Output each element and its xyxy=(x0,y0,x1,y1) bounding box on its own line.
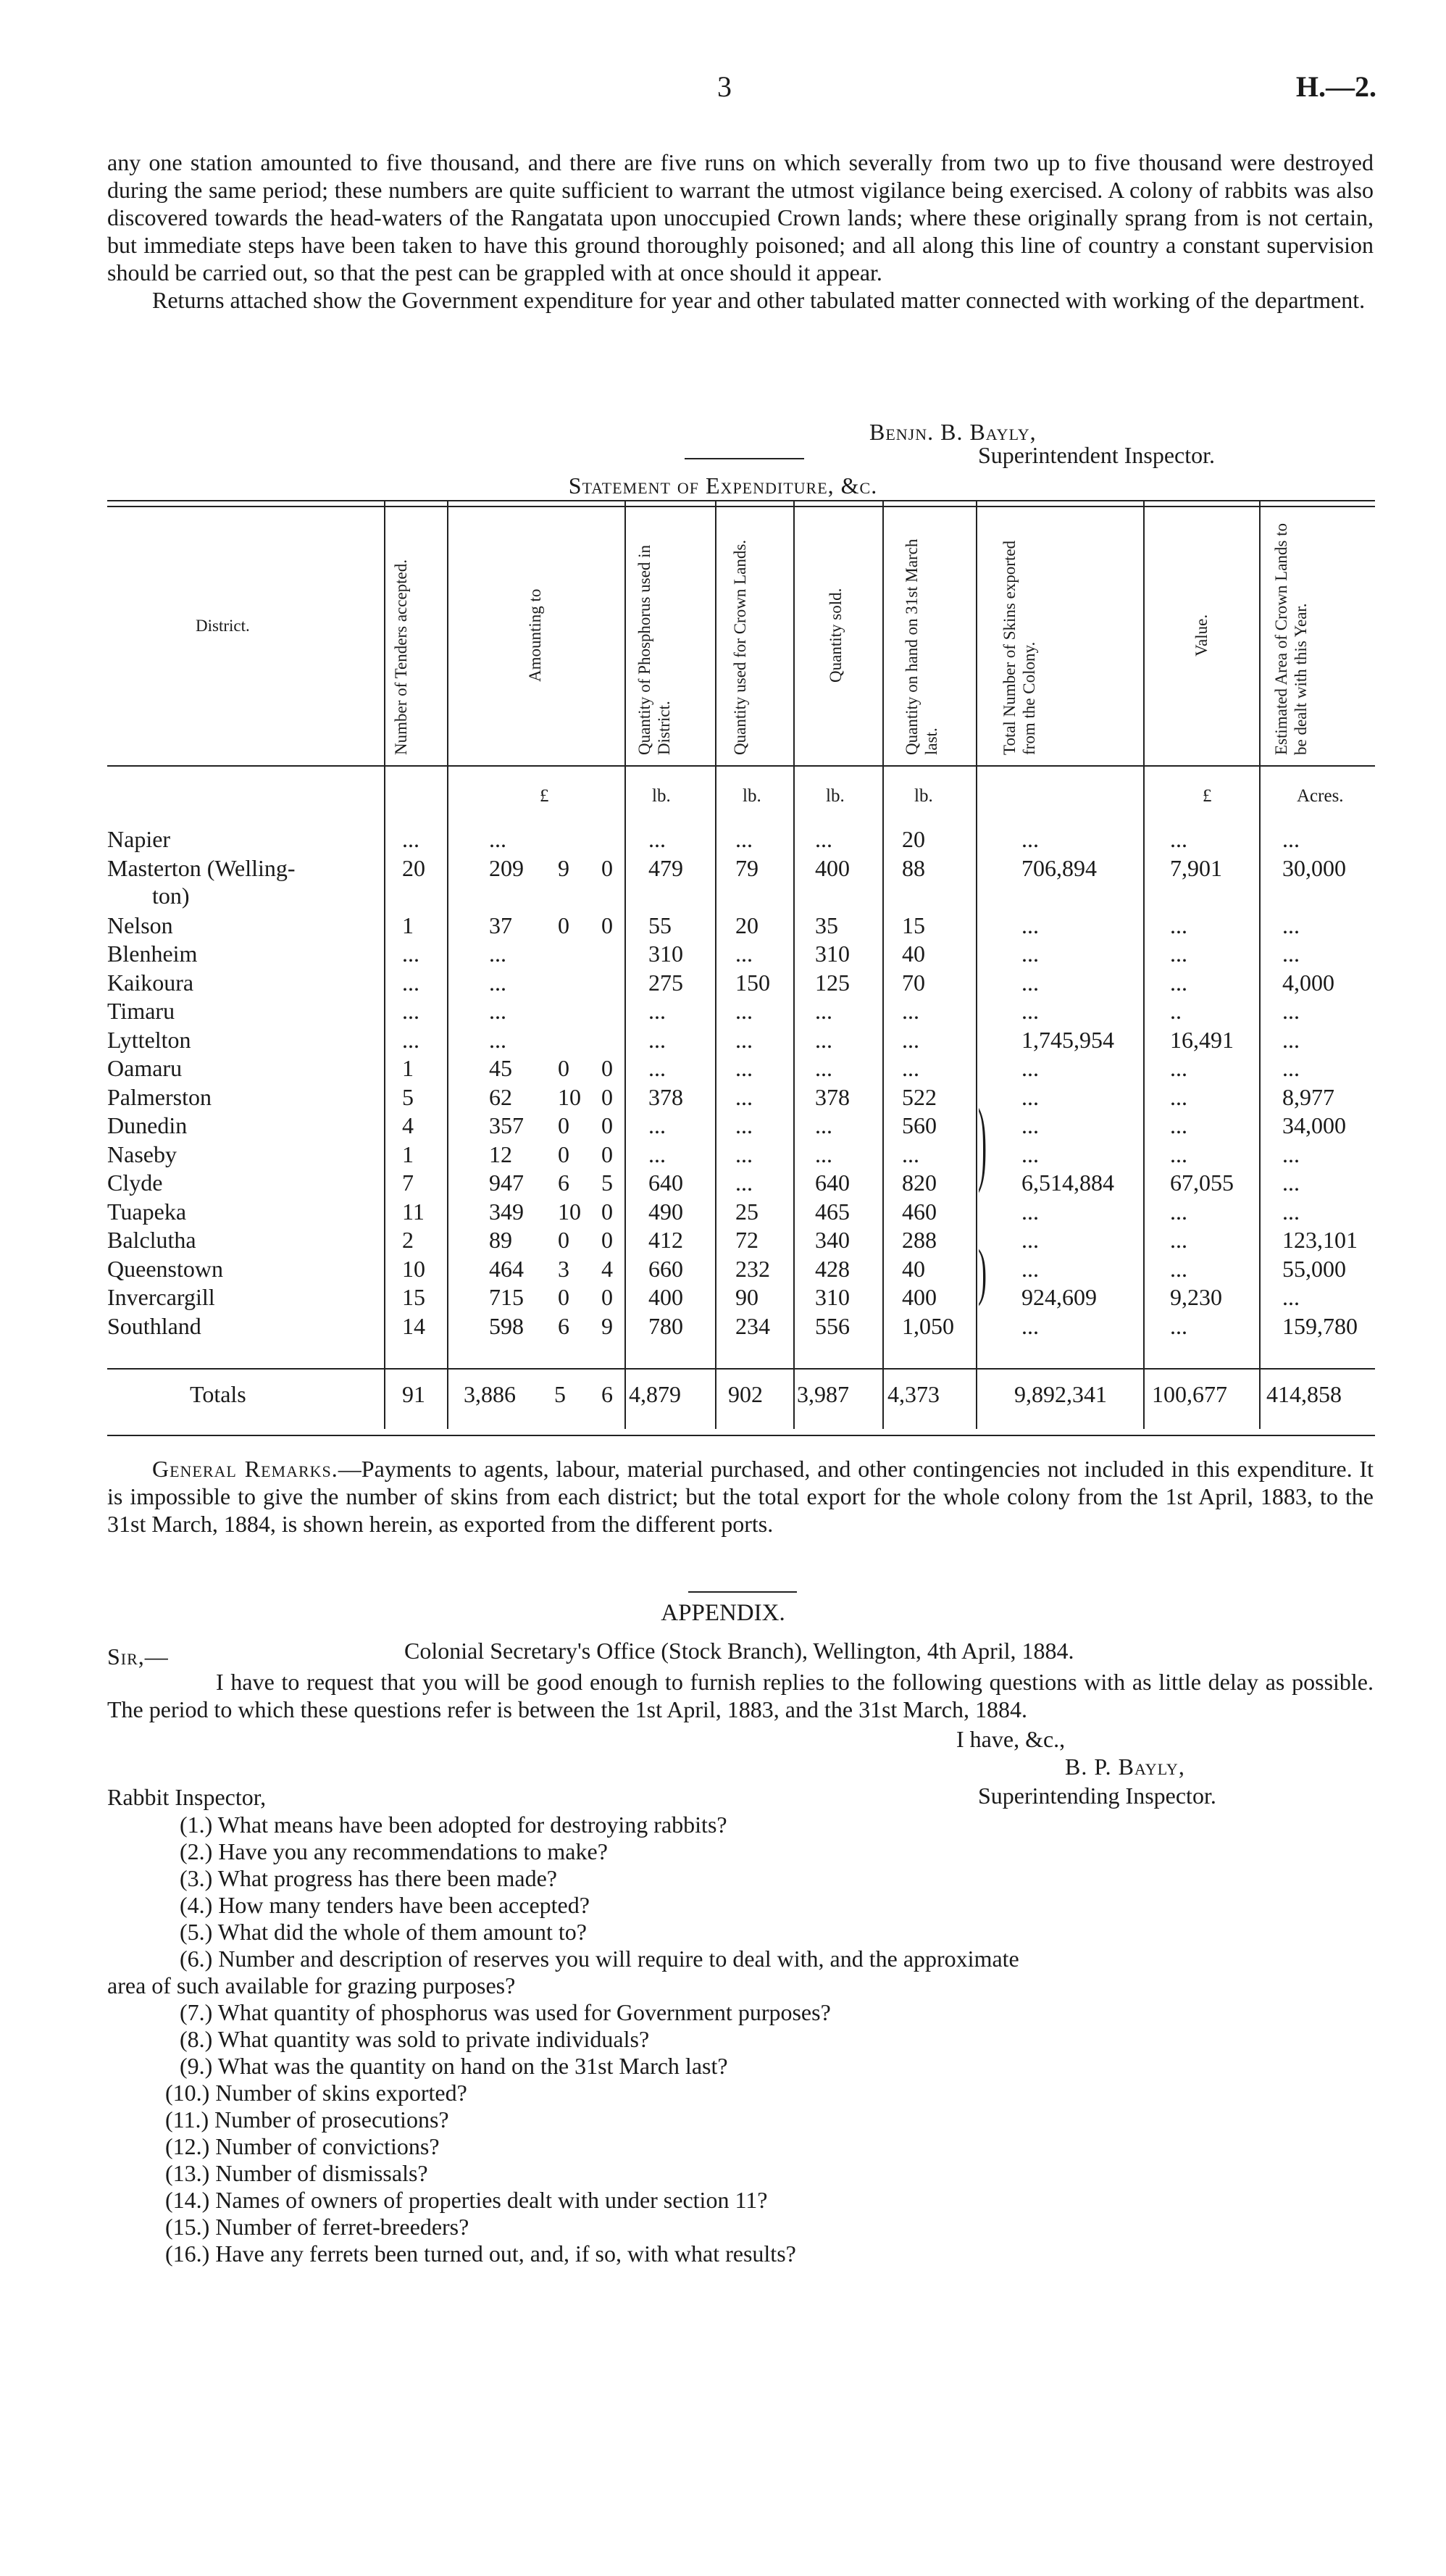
col-divider xyxy=(384,501,385,1429)
row-amount-pence: 4 xyxy=(601,1255,613,1282)
row-tenders: 20 xyxy=(402,854,425,881)
row-value: .. xyxy=(1170,998,1182,1024)
question-item: (16.) Have any ferrets been turned out, and, if so, with what results? xyxy=(165,2241,796,2267)
row-crown: 25 xyxy=(735,1198,758,1225)
row-crown: ... xyxy=(735,826,753,852)
row-value: ... xyxy=(1170,1083,1187,1110)
row-on-hand: 1,050 xyxy=(902,1312,954,1339)
row-amount-shillings: 3 xyxy=(558,1255,569,1282)
row-area: 123,101 xyxy=(1282,1227,1358,1253)
signature-name: Benjn. B. Bayly, xyxy=(869,419,1037,445)
table-top-rule-2 xyxy=(107,506,1375,507)
row-phos: ... xyxy=(648,1026,666,1053)
row-on-hand: 400 xyxy=(902,1284,937,1310)
row-area: ... xyxy=(1282,1198,1300,1225)
row-crown: ... xyxy=(735,1141,753,1167)
totals-amount-pence: 6 xyxy=(601,1381,613,1407)
totals-phos: 4,879 xyxy=(629,1381,681,1407)
totals-crown: 902 xyxy=(728,1381,763,1407)
row-skins: ... xyxy=(1021,826,1039,852)
row-amount-pounds: ... xyxy=(489,941,506,967)
row-crown: 90 xyxy=(735,1284,758,1310)
totals-label: Totals xyxy=(190,1381,246,1407)
row-area: ... xyxy=(1282,912,1300,938)
row-phos: ... xyxy=(648,826,666,852)
row-sold: 400 xyxy=(815,854,850,881)
row-tenders: 11 xyxy=(402,1198,425,1225)
totals-tenders: 91 xyxy=(402,1381,425,1407)
row-area: ... xyxy=(1282,1284,1300,1310)
col-divider xyxy=(882,501,884,1429)
col-divider xyxy=(1143,501,1145,1429)
row-skins: ... xyxy=(1021,1083,1039,1110)
row-on-hand: 40 xyxy=(902,1255,925,1282)
unit-value: £ xyxy=(1203,786,1212,806)
row-area: ... xyxy=(1282,1026,1300,1053)
row-amount-pounds: 357 xyxy=(489,1112,524,1138)
row-area: 159,780 xyxy=(1282,1312,1358,1339)
row-area: ... xyxy=(1282,998,1300,1024)
row-area: ... xyxy=(1282,1055,1300,1081)
unit-on-hand: lb. xyxy=(914,786,933,806)
row-sold: 35 xyxy=(815,912,838,938)
brace-symbol: ) xyxy=(978,1089,987,1194)
intro-text xyxy=(107,149,1374,314)
row-value: ... xyxy=(1170,1255,1187,1282)
row-on-hand: 460 xyxy=(902,1198,937,1225)
row-crown: ... xyxy=(735,1083,753,1110)
row-amount-pounds: 349 xyxy=(489,1198,524,1225)
row-tenders: 15 xyxy=(402,1284,425,1310)
row-on-hand: 15 xyxy=(902,912,925,938)
row-area: ... xyxy=(1282,1170,1300,1196)
row-area: 4,000 xyxy=(1282,969,1334,996)
row-amount-pounds: 598 xyxy=(489,1312,524,1339)
row-skins: 1,745,954 xyxy=(1021,1026,1114,1053)
row-skins: ... xyxy=(1021,1112,1039,1138)
row-amount-pounds: 45 xyxy=(489,1055,512,1081)
row-phos: ... xyxy=(648,1112,666,1138)
row-tenders: 4 xyxy=(402,1112,414,1138)
question-item: (2.) Have you any recommendations to make? xyxy=(180,1838,608,1864)
general-remarks-text: —Payments to agents, labour, material purchased, and other contingencies not included in this expenditure. It is impossible to give the number of skins from each district; but the total export for the whole colony from the 1st April, 1883, to the 31st March, 1884, is shown herein, as exported from the different ports. xyxy=(107,1456,1374,1537)
row-amount-shillings: 0 xyxy=(558,1227,569,1253)
row-skins: ... xyxy=(1021,1141,1039,1167)
row-on-hand: 70 xyxy=(902,969,925,996)
row-value: 9,230 xyxy=(1170,1284,1222,1310)
totals-area: 414,858 xyxy=(1266,1381,1342,1407)
table-title: Statement of Expenditure, &c. xyxy=(568,472,878,499)
row-on-hand: ... xyxy=(902,998,919,1024)
row-amount-shillings: 6 xyxy=(558,1312,569,1339)
row-value: 67,055 xyxy=(1170,1170,1234,1196)
header-phos-district: Quantity of Phosphorus used in District. xyxy=(635,544,673,755)
row-sold: 310 xyxy=(815,1284,850,1310)
row-value: 7,901 xyxy=(1170,854,1222,881)
row-value: ... xyxy=(1170,941,1187,967)
row-sold: 340 xyxy=(815,1227,850,1253)
row-crown: 150 xyxy=(735,969,770,996)
row-amount-shillings: 10 xyxy=(558,1198,581,1225)
totals-amount-pounds: 3,886 xyxy=(464,1381,516,1407)
row-tenders: ... xyxy=(402,969,419,996)
row-skins: ... xyxy=(1021,1227,1039,1253)
question-item: (11.) Number of prosecutions? xyxy=(165,2106,449,2133)
row-district: Balclutha xyxy=(107,1227,196,1253)
row-sold: 378 xyxy=(815,1083,850,1110)
row-district: Lyttelton xyxy=(107,1026,191,1053)
row-district: Oamaru xyxy=(107,1055,183,1081)
appendix-signer-title: Superintending Inspector. xyxy=(978,1783,1216,1809)
row-area: 30,000 xyxy=(1282,854,1346,881)
row-crown: ... xyxy=(735,1055,753,1081)
question-item: (8.) What quantity was sold to private individuals? xyxy=(180,2026,650,2052)
row-sold: 428 xyxy=(815,1255,850,1282)
row-amount-pence: 0 xyxy=(601,1083,613,1110)
row-skins: 706,894 xyxy=(1021,854,1097,881)
row-amount-pence: 0 xyxy=(601,1141,613,1167)
unit-crown: lb. xyxy=(743,786,761,806)
appendix-addressee: Rabbit Inspector, xyxy=(107,1784,267,1810)
row-phos: 479 xyxy=(648,854,683,881)
row-amount-pence: 9 xyxy=(601,1312,613,1339)
row-amount-pounds: 89 xyxy=(489,1227,512,1253)
row-on-hand: ... xyxy=(902,1141,919,1167)
brace-symbol: ) xyxy=(978,1237,987,1307)
row-value: ... xyxy=(1170,969,1187,996)
row-value: ... xyxy=(1170,1112,1187,1138)
row-tenders: 1 xyxy=(402,1055,414,1081)
appendix-title: APPENDIX. xyxy=(661,1600,785,1626)
header-district: District. xyxy=(196,617,250,635)
returns-paragraph: Returns attached show the Government expenditure for year and other tabulated matter connected with working of the department. xyxy=(152,287,1366,313)
row-crown: 20 xyxy=(735,912,758,938)
row-tenders: 7 xyxy=(402,1170,414,1196)
row-amount-shillings: 0 xyxy=(558,1284,569,1310)
col-divider xyxy=(976,501,977,1429)
row-tenders: ... xyxy=(402,826,419,852)
col-divider xyxy=(1259,501,1261,1429)
row-phos: ... xyxy=(648,1141,666,1167)
divider xyxy=(688,1591,797,1593)
row-sold: 310 xyxy=(815,941,850,967)
general-remarks-label: General Remarks. xyxy=(152,1456,338,1482)
header-on-hand: Quantity on hand on 31st March last. xyxy=(903,538,940,755)
unit-sold: lb. xyxy=(826,786,845,806)
row-area: ... xyxy=(1282,1141,1300,1167)
row-area: 8,977 xyxy=(1282,1083,1334,1110)
divider xyxy=(685,458,804,459)
page-code: H.—2. xyxy=(1295,70,1376,103)
row-phos: 400 xyxy=(648,1284,683,1310)
appendix-signer: B. P. Bayly, xyxy=(1065,1754,1185,1780)
row-value: ... xyxy=(1170,912,1187,938)
row-phos: 378 xyxy=(648,1083,683,1110)
row-on-hand: 820 xyxy=(902,1170,937,1196)
appendix-closing: I have, &c., xyxy=(956,1726,1066,1752)
row-amount-pence: 0 xyxy=(601,1227,613,1253)
row-area: 55,000 xyxy=(1282,1255,1346,1282)
row-skins: ... xyxy=(1021,1055,1039,1081)
row-amount-shillings: 0 xyxy=(558,1055,569,1081)
row-crown: 79 xyxy=(735,854,758,881)
row-amount-pounds: 12 xyxy=(489,1141,512,1167)
row-district: Kaikoura xyxy=(107,969,194,996)
page-number: 3 xyxy=(717,70,732,103)
row-amount-shillings: 0 xyxy=(558,1141,569,1167)
row-amount-shillings: 10 xyxy=(558,1083,581,1110)
row-skins: ... xyxy=(1021,1255,1039,1282)
row-on-hand: ... xyxy=(902,1055,919,1081)
row-crown: ... xyxy=(735,941,753,967)
row-crown: ... xyxy=(735,1112,753,1138)
question-item: (6.) Number and description of reserves you will require to deal with, and the approximate xyxy=(180,1946,1019,1972)
row-amount-pounds: 209 xyxy=(489,854,524,881)
row-district: Nelson xyxy=(107,912,173,938)
question-item: (10.) Number of skins exported? xyxy=(165,2080,467,2106)
totals-amount-shillings: 5 xyxy=(554,1381,566,1407)
header-sold: Quantity sold. xyxy=(827,588,845,683)
row-phos: 310 xyxy=(648,941,683,967)
row-district: Blenheim xyxy=(107,941,198,967)
question-item: (1.) What means have been adopted for destroying rabbits? xyxy=(180,1812,727,1838)
row-skins: ... xyxy=(1021,969,1039,996)
row-on-hand: 288 xyxy=(902,1227,937,1253)
row-phos: 55 xyxy=(648,912,672,938)
row-value: 16,491 xyxy=(1170,1026,1234,1053)
unit-amount: £ xyxy=(540,786,549,806)
col-divider xyxy=(624,501,626,1429)
row-sold: 125 xyxy=(815,969,850,996)
question-continuation: area of such available for grazing purposes? xyxy=(107,1972,516,1998)
row-amount-shillings: 6 xyxy=(558,1170,569,1196)
unit-area: Acres. xyxy=(1297,786,1344,806)
row-phos: 412 xyxy=(648,1227,683,1253)
row-amount-pounds: 37 xyxy=(489,912,512,938)
row-sold: ... xyxy=(815,1055,832,1081)
row-tenders: 5 xyxy=(402,1083,414,1110)
totals-sold: 3,987 xyxy=(797,1381,849,1407)
header-tenders: Number of Tenders accepted. xyxy=(392,559,410,755)
row-skins: ... xyxy=(1021,1312,1039,1339)
row-on-hand: 522 xyxy=(902,1083,937,1110)
row-sold: 556 xyxy=(815,1312,850,1339)
row-tenders: ... xyxy=(402,941,419,967)
row-amount-pounds: 62 xyxy=(489,1083,512,1110)
row-on-hand: 560 xyxy=(902,1112,937,1138)
col-divider xyxy=(447,501,448,1429)
row-skins: ... xyxy=(1021,912,1039,938)
totals-value: 100,677 xyxy=(1152,1381,1227,1407)
question-item: (9.) What was the quantity on hand on the 31st March last? xyxy=(180,2053,728,2079)
header-area: Estimated Area of Crown Lands to be dealt with this Year. xyxy=(1272,522,1310,755)
row-amount-shillings: 0 xyxy=(558,1112,569,1138)
header-amount: Amounting to xyxy=(526,588,544,683)
row-phos: ... xyxy=(648,998,666,1024)
row-district: Queenstown xyxy=(107,1255,223,1282)
row-sold: ... xyxy=(815,1112,832,1138)
row-sold: ... xyxy=(815,1141,832,1167)
row-amount-pounds: 947 xyxy=(489,1170,524,1196)
header-crown: Quantity used for Crown Lands. xyxy=(731,539,749,755)
row-skins: 924,609 xyxy=(1021,1284,1097,1310)
row-skins: 6,514,884 xyxy=(1021,1170,1114,1196)
header-skins: Total Number of Skins exported from the Colony. xyxy=(1000,540,1038,755)
row-sold: ... xyxy=(815,1026,832,1053)
appendix-salutation: Sir,— xyxy=(107,1643,169,1670)
question-item: (5.) What did the whole of them amount to? xyxy=(180,1919,587,1945)
row-sold: 640 xyxy=(815,1170,850,1196)
general-remarks xyxy=(107,1455,1374,1538)
table-top-rule xyxy=(107,500,1375,501)
row-skins: ... xyxy=(1021,998,1039,1024)
question-item: (3.) What progress has there been made? xyxy=(180,1865,557,1891)
totals-on-hand: 4,373 xyxy=(887,1381,940,1407)
signature-title: Superintendent Inspector. xyxy=(978,442,1216,468)
row-sold: ... xyxy=(815,998,832,1024)
table-bottom-rule xyxy=(107,1435,1375,1436)
row-phos: 490 xyxy=(648,1198,683,1225)
unit-phos: lb. xyxy=(652,786,671,806)
row-crown: 72 xyxy=(735,1227,758,1253)
row-value: ... xyxy=(1170,1198,1187,1225)
row-district: Clyde xyxy=(107,1170,163,1196)
row-district: Naseby xyxy=(107,1141,177,1167)
row-district: Napier xyxy=(107,826,171,852)
row-tenders: 14 xyxy=(402,1312,425,1339)
row-phos: 640 xyxy=(648,1170,683,1196)
row-skins: ... xyxy=(1021,1198,1039,1225)
row-phos: 660 xyxy=(648,1255,683,1282)
row-district: Tuapeka xyxy=(107,1198,187,1225)
question-list xyxy=(107,1812,1374,2267)
row-amount-pence: 5 xyxy=(601,1170,613,1196)
row-crown: ... xyxy=(735,1170,753,1196)
row-area: ... xyxy=(1282,826,1300,852)
row-amount-pounds: ... xyxy=(489,1026,506,1053)
row-amount-pence: 0 xyxy=(601,854,613,881)
row-amount-pounds: 715 xyxy=(489,1284,524,1310)
row-amount-pounds: 464 xyxy=(489,1255,524,1282)
question-item: (14.) Names of owners of properties dealt with under section 11? xyxy=(165,2187,768,2213)
intro-paragraph: any one station amounted to five thousand, and there are five runs on which severally from two up to five thousand were destroyed during the same period; these numbers are quite sufficient to warrant the utmost vigilance being exercised. A colony of rabbits was also discovered towards the head-waters of the Rangatata upon unoccupied Crown lands; where these originally sprang from is not certain, but immediate steps have been taken to have this ground thoroughly poisoned; and all along this line of country a constant supervision should be carried out, so that the pest can be grappled with at once should it appear. xyxy=(107,149,1374,285)
row-tenders: ... xyxy=(402,998,419,1024)
row-on-hand: ... xyxy=(902,1026,919,1053)
row-value: ... xyxy=(1170,1312,1187,1339)
row-crown: ... xyxy=(735,1026,753,1053)
row-amount-pounds: ... xyxy=(489,969,506,996)
row-district: Palmerston xyxy=(107,1083,212,1110)
row-district: Dunedin xyxy=(107,1112,188,1138)
row-on-hand: 20 xyxy=(902,826,925,852)
row-crown: 232 xyxy=(735,1255,770,1282)
appendix-body: I have to request that you will be good enough to furnish replies to the following questions with as little delay as possible. The period to which these questions refer is between the 1st April, 1883, and the 31st March, 1884. xyxy=(107,1669,1374,1722)
row-value: ... xyxy=(1170,1055,1187,1081)
row-district: Masterton (Welling- xyxy=(107,854,296,881)
header-value: Value. xyxy=(1192,614,1211,657)
row-area: ... xyxy=(1282,941,1300,967)
col-divider xyxy=(715,501,716,1429)
row-tenders: ... xyxy=(402,1026,419,1053)
question-item: (15.) Number of ferret-breeders? xyxy=(165,2214,469,2240)
question-item: (13.) Number of dismissals? xyxy=(165,2160,428,2186)
table-header-rule xyxy=(107,765,1375,767)
table-totals-rule xyxy=(107,1368,1375,1370)
totals-skins: 9,892,341 xyxy=(1014,1381,1107,1407)
row-on-hand: 40 xyxy=(902,941,925,967)
row-district: Timaru xyxy=(107,998,175,1024)
row-crown: 234 xyxy=(735,1312,770,1339)
row-tenders: 1 xyxy=(402,1141,414,1167)
row-amount-pounds: ... xyxy=(489,826,506,852)
row-on-hand: 88 xyxy=(902,854,925,881)
row-tenders: 10 xyxy=(402,1255,425,1282)
row-amount-pence: 0 xyxy=(601,912,613,938)
row-skins: ... xyxy=(1021,941,1039,967)
row-district-continuation: ton) xyxy=(152,882,190,909)
row-amount-shillings: 0 xyxy=(558,912,569,938)
row-phos: ... xyxy=(648,1055,666,1081)
appendix-office-line: Colonial Secretary's Office (Stock Branch), Wellington, 4th April, 1884. xyxy=(404,1638,1074,1664)
row-amount-shillings: 9 xyxy=(558,854,569,881)
row-amount-pence: 0 xyxy=(601,1112,613,1138)
row-crown: ... xyxy=(735,998,753,1024)
row-amount-pence: 0 xyxy=(601,1055,613,1081)
row-amount-pounds: ... xyxy=(489,998,506,1024)
row-phos: 780 xyxy=(648,1312,683,1339)
row-phos: 275 xyxy=(648,969,683,996)
row-sold: ... xyxy=(815,826,832,852)
row-tenders: 2 xyxy=(402,1227,414,1253)
row-tenders: 1 xyxy=(402,912,414,938)
col-divider xyxy=(793,501,795,1429)
question-item: (4.) How many tenders have been accepted? xyxy=(180,1892,590,1918)
row-amount-pence: 0 xyxy=(601,1284,613,1310)
row-sold: 465 xyxy=(815,1198,850,1225)
row-value: ... xyxy=(1170,1227,1187,1253)
row-district: Southland xyxy=(107,1312,201,1339)
row-district: Invercargill xyxy=(107,1284,215,1310)
row-value: ... xyxy=(1170,1141,1187,1167)
row-value: ... xyxy=(1170,826,1187,852)
question-item: (7.) What quantity of phosphorus was used for Government purposes? xyxy=(180,1999,831,2025)
row-amount-pence: 0 xyxy=(601,1198,613,1225)
question-item: (12.) Number of convictions? xyxy=(165,2133,440,2159)
row-area: 34,000 xyxy=(1282,1112,1346,1138)
